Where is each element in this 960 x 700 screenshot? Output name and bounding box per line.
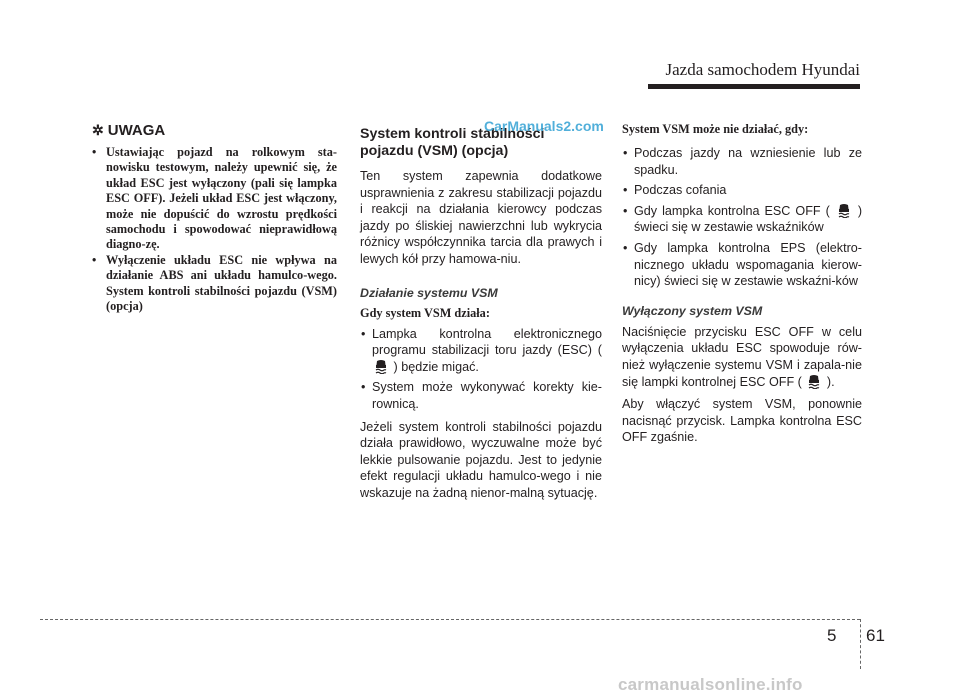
- watermark-top: CarManuals2.com: [484, 118, 604, 134]
- bullet: •: [623, 203, 628, 218]
- not-working-list: [622, 145, 862, 290]
- caution-item: • Wyłączenie układu ESC nie wpływa na działanie ABS ani układu hamulco-wego. System kontroli stabilności pojazdu (VSM) (opcja): [92, 252, 337, 314]
- bullet: •: [92, 252, 97, 267]
- caution-section: [92, 122, 337, 314]
- not-working-lead: System VSM może nie działać, gdy:: [622, 122, 809, 136]
- vsm-operation-lead: Gdy system VSM działa:: [360, 305, 490, 320]
- list-item: • Podczas cofania: [623, 183, 727, 198]
- vsm-operation-note: Jeżeli system kontroli stabilności pojazdu działa prawidłowo, wyczuwalne może być lekkie pulsowanie pojazdu. Jest to jedynie efekt regulacji układu hamulco-wego i nie wskazuje na żadną nienor-malną sytuację.: [360, 419, 602, 500]
- header-title: Jazda samochodem Hyundai: [665, 60, 860, 79]
- esc-off-icon: [807, 374, 821, 389]
- caution-star-icon: ✲: [92, 122, 104, 138]
- list-item: • Gdy lampka kontrolna ESC OFF ( ) świeci się w zestawie wskaźników: [623, 203, 863, 235]
- footer-divider: [40, 619, 860, 620]
- caution-item: • Ustawiając pojazd na rolkowym sta-nowisku testowym, należy upewnić się, że układ ESC jest wyłączony (pali się lampka ESC OFF). Jeżeli układ ESC jest włączony, może nie dopuścić do wzrostu prędkości samochodu i spowodować nieprawidłową diagno-zę.: [92, 145, 337, 252]
- esc-off-icon: [837, 203, 851, 218]
- bullet: •: [623, 240, 628, 255]
- list-item: • Gdy lampka kontrolna EPS (elektro-nicznego układu wspomagania kierow-nicy) świeci się w zestawie wskaźni-ków: [623, 240, 862, 289]
- chapter-number: 5: [827, 626, 837, 645]
- vsm-off-para1: Naciśnięcie przycisku ESC OFF w celu wyłączenia układu ESC spowoduje rów-nież wyłączenie systemu VSM i zapala-nie się lampki kontrolnej ESC OFF ( ).: [622, 324, 862, 389]
- bullet: •: [361, 380, 366, 395]
- bullet: •: [623, 183, 628, 198]
- watermark-bottom: carmanualsonline.info: [618, 675, 803, 694]
- list-item: • System może wykonywać korekty kie-rownicą.: [361, 380, 602, 411]
- bullet: •: [623, 146, 628, 160]
- vsm-section: [360, 122, 602, 508]
- esc-car-icon: [374, 359, 388, 374]
- header-bar: [648, 84, 860, 89]
- vsm-limits-section: [622, 122, 862, 452]
- list-item: • Podczas jazdy na wzniesienie lub ze spadku.: [623, 146, 862, 177]
- vsm-off-title: Wyłączony system VSM: [622, 303, 763, 318]
- vsm-operation-title: Działanie systemu VSM: [360, 285, 498, 300]
- bullet: •: [92, 145, 97, 159]
- vsm-operation-list: [360, 326, 602, 413]
- caution-list: [92, 145, 337, 314]
- page-number: 61: [866, 626, 885, 645]
- list-item: • Lampka kontrolna elektronicznego programu stabilizacji toru jazdy (ESC) ( ) będzie migać.: [361, 326, 602, 374]
- caution-title: UWAGA: [107, 122, 166, 139]
- bullet: •: [361, 326, 366, 341]
- vsm-title: System kontroli stabilności pojazdu (VSM) (opcja): [360, 126, 545, 159]
- vsm-off-para2: Aby włączyć system VSM, ponownie nacisnąć przycisk. Lampka kontrolna ESC OFF zgaśnie.: [622, 397, 862, 445]
- caution-heading: [92, 122, 337, 139]
- vsm-intro: Ten system zapewnia dodatkowe usprawnienia z zakresu stabilizacji pojazdu i reakcji na działania kierowcy podczas jazdy po śliskiej nawierzchni lub wykrycia różnicy współczynnika tarcia dla prawych i lewych kół przy hamowa-niu.: [360, 169, 602, 266]
- footer-vertical-divider: [860, 619, 861, 669]
